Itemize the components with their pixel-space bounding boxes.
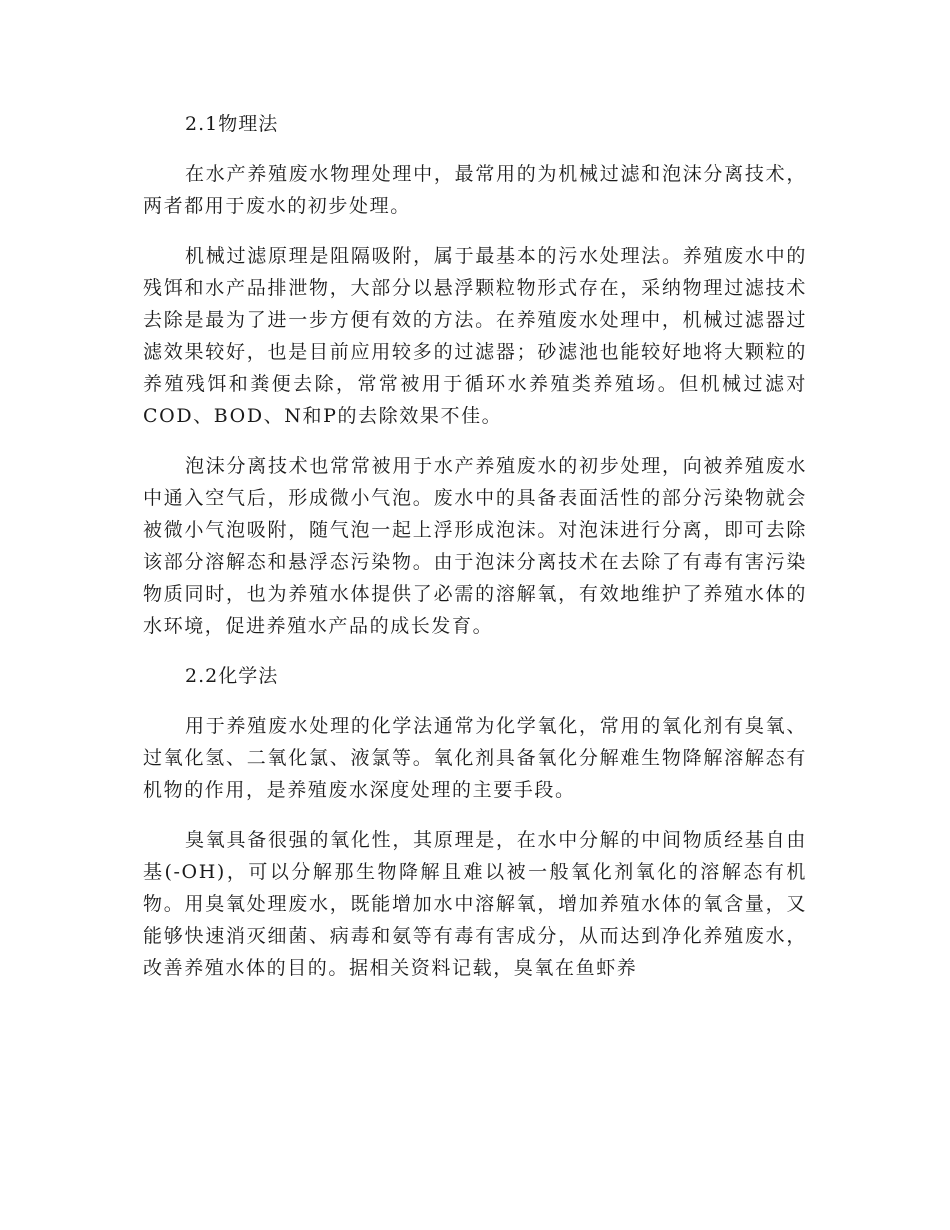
paragraph: 在水产养殖废水物理处理中，最常用的为机械过滤和泡沫分离技术，两者都用于废水的初步处理。 (143, 163, 807, 217)
section-heading-physical-method: 2.1物理法 (185, 113, 279, 135)
paragraph: 机械过滤原理是阻隔吸附，属于最基本的污水处理法。养殖废水中的残饵和水产品排泄物，大部分以悬浮颗粒物形式存在，采纳物理过滤技术去除是最为了进一步方便有效的方法。在养殖废水处理中，机械过滤器过滤效果较好，也是目前应用较多的过滤器；砂滤池也能较好地将大颗粒的养殖残饵和粪便去除，常常被用于循环水养殖类养殖场。但机械过滤对COD、BOD、N和P的去除效果不佳。 (143, 245, 807, 427)
paragraph: 用于养殖废水处理的化学法通常为化学氧化，常用的氧化剂有臭氧、过氧化氢、二氧化氯、液氯等。氧化剂具备氧化分解难生物降解溶解态有机物的作用，是养殖废水深度处理的主要手段。 (143, 715, 807, 801)
section-heading-chemical-method: 2.2化学法 (185, 665, 279, 687)
document-page (143, 108, 807, 1002)
paragraph: 泡沫分离技术也常常被用于水产养殖废水的初步处理，向被养殖废水中通入空气后，形成微小气泡。废水中的具备表面活性的部分污染物就会被微小气泡吸附，随气泡一起上浮形成泡沫。对泡沫进行分离，即可去除该部分溶解态和悬浮态污染物。由于泡沫分离技术在去除了有毒有害污染物质同时，也为养殖水体提供了必需的溶解氧，有效地维护了养殖水体的水环境，促进养殖水产品的成长发育。 (143, 455, 807, 637)
paragraph: 臭氧具备很强的氧化性，其原理是，在水中分解的中间物质经基自由基(-OH)，可以分解那生物降解且难以被一般氧化剂氧化的溶解态有机物。用臭氧处理废水，既能增加水中溶解氧，增加养殖水体的氧含量，又能够快速消灭细菌、病毒和氨等有毒有害成分，从而达到净化养殖废水，改善养殖水体的目的。据相关资料记载，臭氧在鱼虾养 (143, 829, 807, 979)
